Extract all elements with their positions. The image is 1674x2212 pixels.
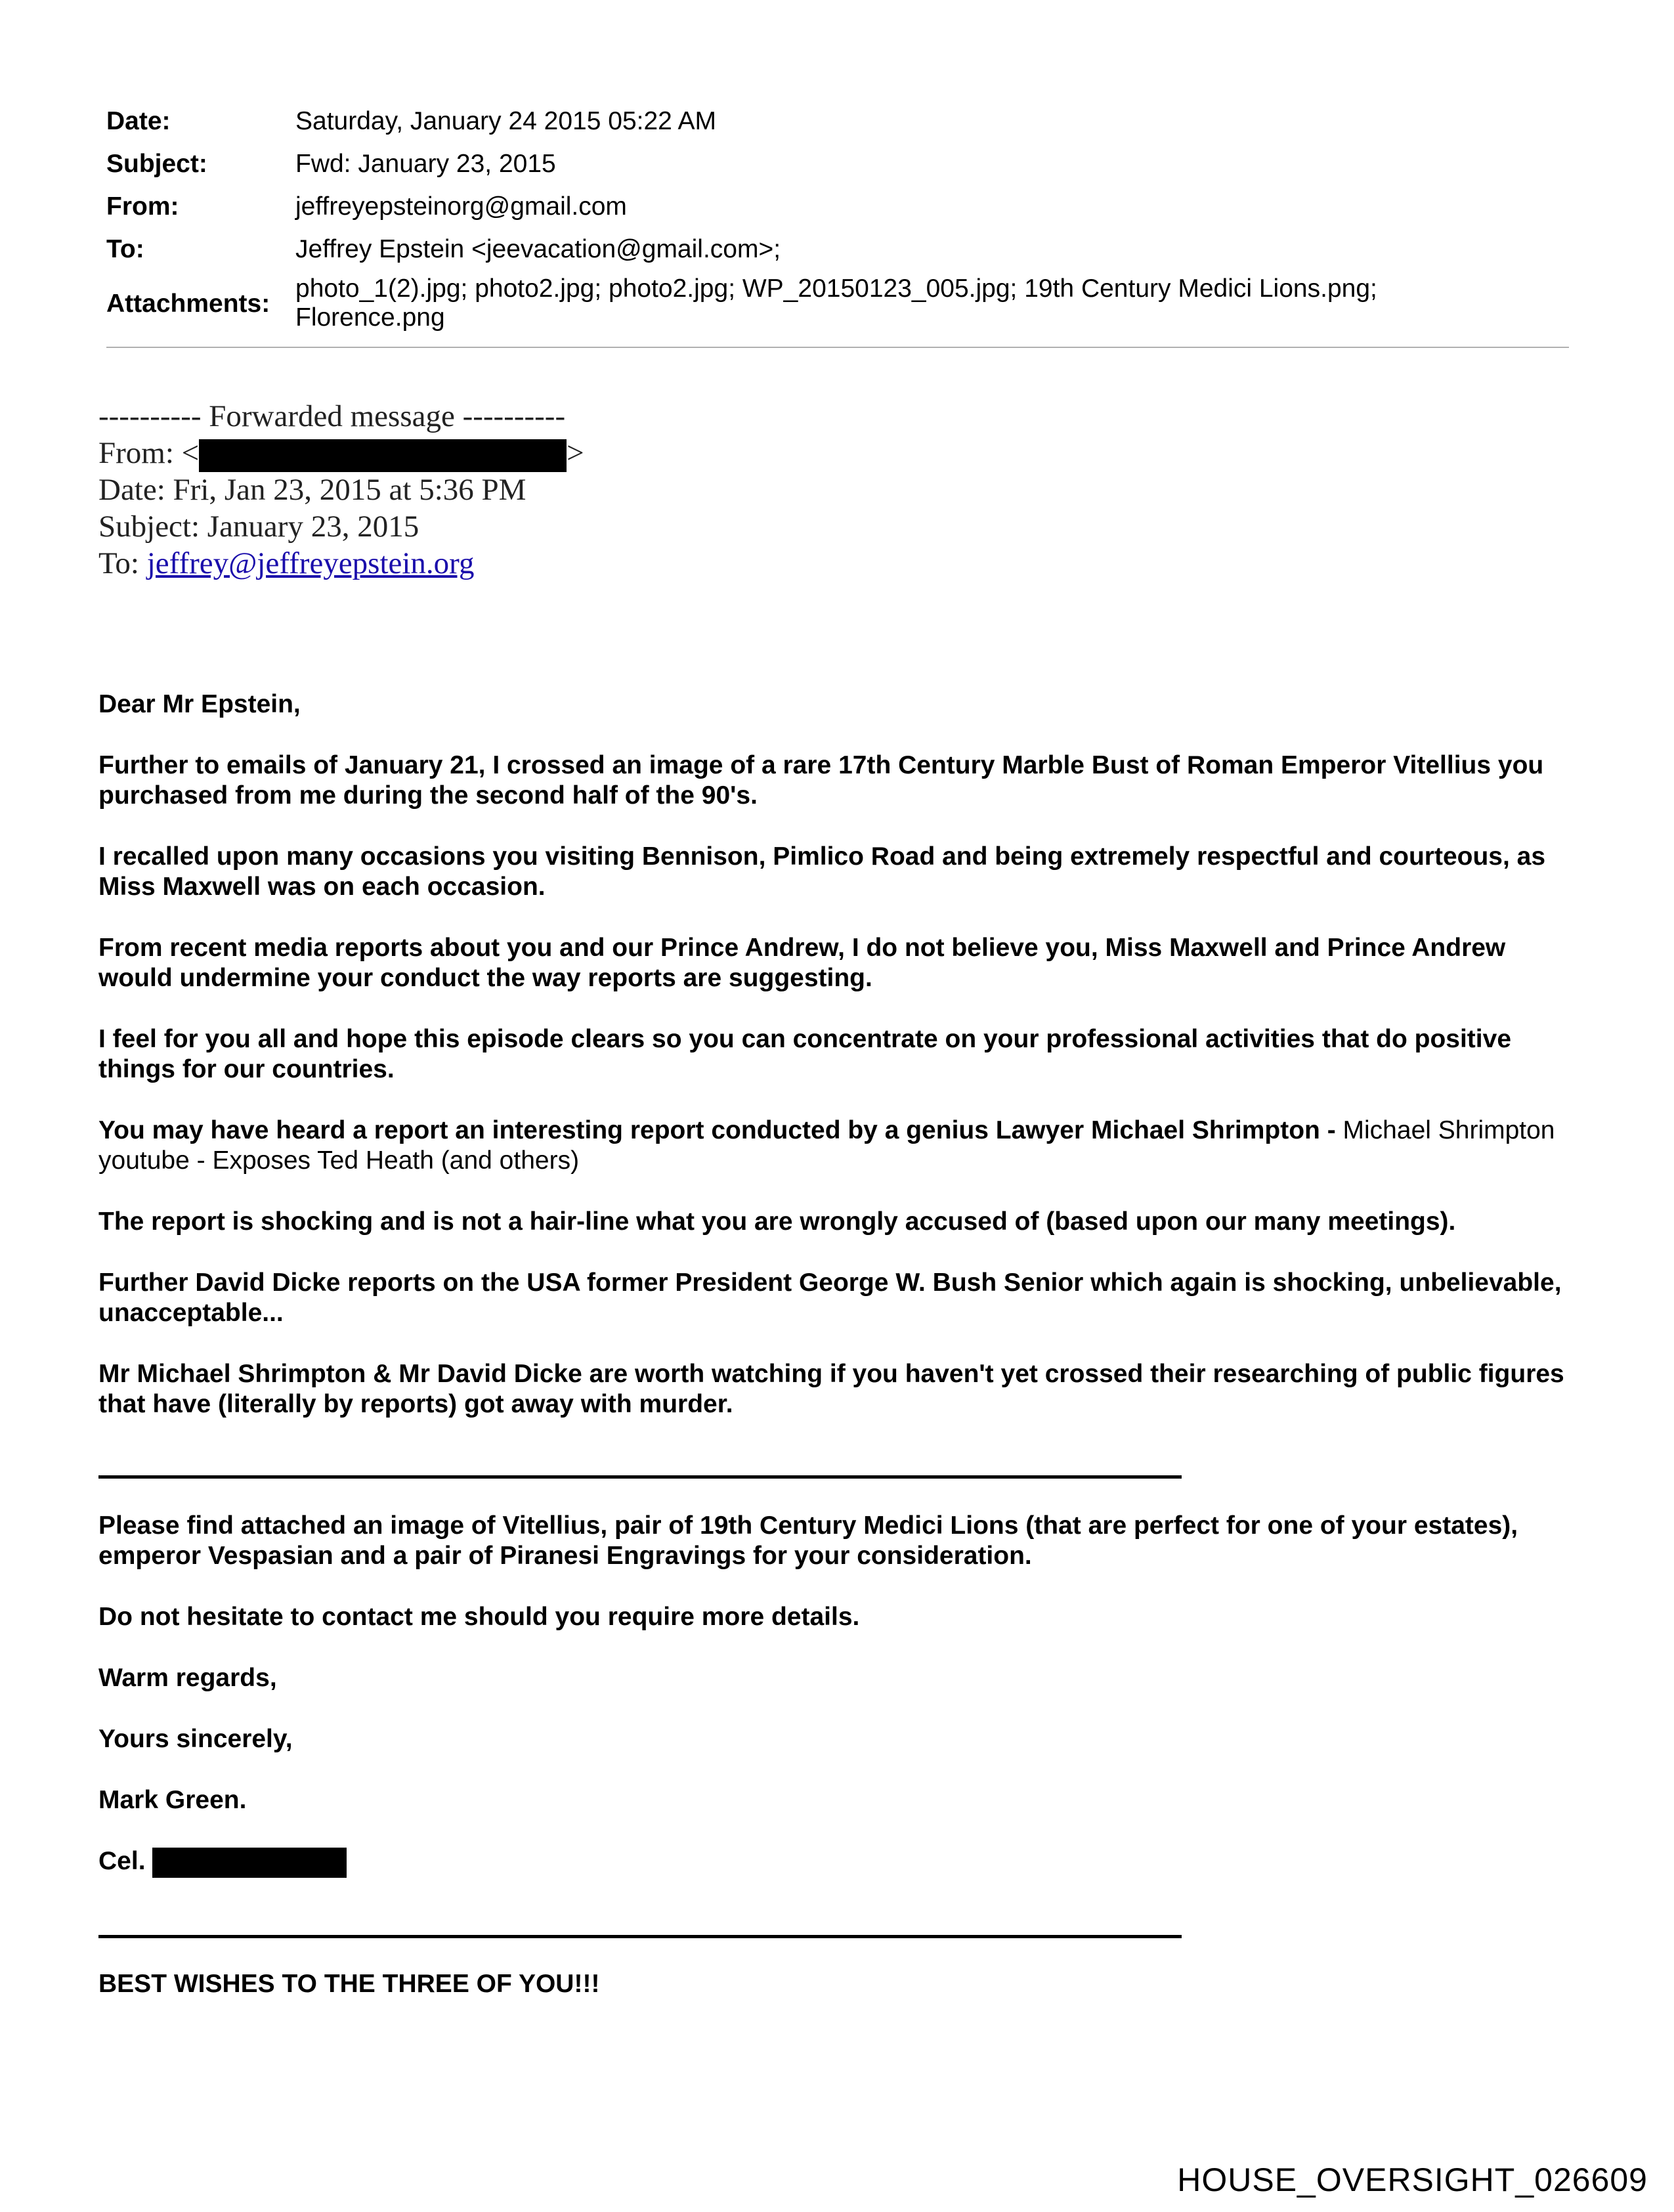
forwarded-from-suffix: > — [567, 436, 584, 470]
cel-redaction-box — [152, 1848, 347, 1878]
header-to-row — [106, 228, 1569, 271]
to-value: Jeffrey Epstein <jeevacation@gmail.com>; — [295, 235, 781, 263]
forwarded-to-prefix: To: — [98, 546, 147, 580]
paragraph-5-normal: Michael Shrimpton youtube - Exposes Ted Heath (and others) — [98, 1116, 1555, 1175]
date-label: Date: — [106, 107, 171, 135]
attachments-line-2: Florence.png — [295, 303, 445, 332]
forwarded-date: Date: Fri, Jan 23, 2015 at 5:36 PM — [98, 473, 526, 507]
attachments-label: Attachments: — [106, 289, 270, 318]
final-line: BEST WISHES TO THE THREE OF YOU!!! — [98, 1969, 600, 1998]
paragraph-3: From recent media reports about you and our Prince Andrew, I do not believe you, Miss Maxwell and Prince Andrew would undermine your conduct the way reports are suggesting. — [98, 934, 1506, 992]
subject-label: Subject: — [106, 150, 207, 178]
from-label: From: — [106, 192, 179, 221]
paragraph-7: Further David Dicke reports on the USA former President George W. Bush Senior which again is shocking, unbelievable, unacceptable... — [98, 1269, 1562, 1327]
forwarded-to — [98, 545, 584, 582]
closing-yours-sincerely: Yours sincerely, — [98, 1725, 293, 1753]
paragraph-5-bold: You may have heard a report an interesting report conducted by a genius Lawyer Michael Shrimpton - — [98, 1116, 1343, 1144]
email-header — [106, 100, 1569, 336]
paragraph-10: Do not hesitate to contact me should you require more details. — [98, 1603, 860, 1631]
cel-label: Cel. — [98, 1847, 146, 1875]
attachments-line-1: photo_1(2).jpg; photo2.jpg; photo2.jpg; WP_20150123_005.jpg; 19th Century Medici Lions.png; — [295, 274, 1377, 303]
header-from-row — [106, 185, 1569, 228]
to-label: To: — [106, 235, 144, 263]
forwarded-from — [98, 435, 584, 471]
paragraph-8: Mr Michael Shrimpton & Mr David Dicke are worth watching if you haven't yet crossed their researching of public figures that have (literally by reports) got away with murder. — [98, 1360, 1564, 1418]
forwarded-block — [98, 398, 584, 582]
paragraph-6: The report is shocking and is not a hair-line what you are wrongly accused of (based upon our many meetings). — [98, 1207, 1456, 1236]
separator-spacer-1 — [98, 1450, 1582, 1511]
from-value: jeffreyepsteinorg@gmail.com — [295, 192, 627, 221]
header-subject-row — [106, 142, 1569, 185]
date-value: Saturday, January 24 2015 05:22 AM — [295, 107, 717, 135]
header-date-row — [106, 100, 1569, 142]
header-attachments-row — [106, 271, 1569, 336]
header-divider — [106, 347, 1569, 348]
attachments-value — [295, 274, 1377, 332]
forwarded-banner: ---------- Forwarded message ---------- — [98, 399, 566, 433]
forwarded-from-prefix: From: < — [98, 436, 200, 470]
greeting: Dear Mr Epstein, — [98, 690, 301, 718]
paragraph-4: I feel for you all and hope this episode clears so you can concentrate on your professional activities that do positive things for our countries. — [98, 1025, 1512, 1083]
paragraph-2: I recalled upon many occasions you visiting Bennison, Pimlico Road and being extremely respectful and courteous, as Miss Maxwell was on each occasion. — [98, 842, 1546, 901]
separator-rule-1 — [98, 1475, 1182, 1479]
paragraph-1: Further to emails of January 21, I crossed an image of a rare 17th Century Marble Bust of Roman Emperor Vitellius you purchased from me during the second half of the 90's. — [98, 751, 1544, 810]
message-body — [98, 689, 1582, 2030]
subject-value: Fwd: January 23, 2015 — [295, 150, 556, 178]
email-link[interactable]: jeffrey@jeffreyepstein.org — [146, 546, 475, 580]
paragraph-9: Please find attached an image of Vitellius, pair of 19th Century Medici Lions (that are perfect for one of your estates), emperor Vespasian and a pair of Piranesi Engravings for your consideration. — [98, 1511, 1518, 1570]
forwarded-subject: Subject: January 23, 2015 — [98, 510, 419, 544]
separator-rule-2 — [98, 1935, 1182, 1938]
signature: Mark Green. — [98, 1786, 247, 1814]
paragraph-5 — [98, 1116, 1582, 1176]
cel-line — [98, 1846, 1582, 1878]
bates-number: HOUSE_OVERSIGHT_026609 — [1177, 2161, 1648, 2198]
closing-warm-regards: Warm regards, — [98, 1664, 277, 1692]
separator-spacer-2 — [98, 1909, 1582, 1969]
redaction-box — [199, 439, 567, 472]
